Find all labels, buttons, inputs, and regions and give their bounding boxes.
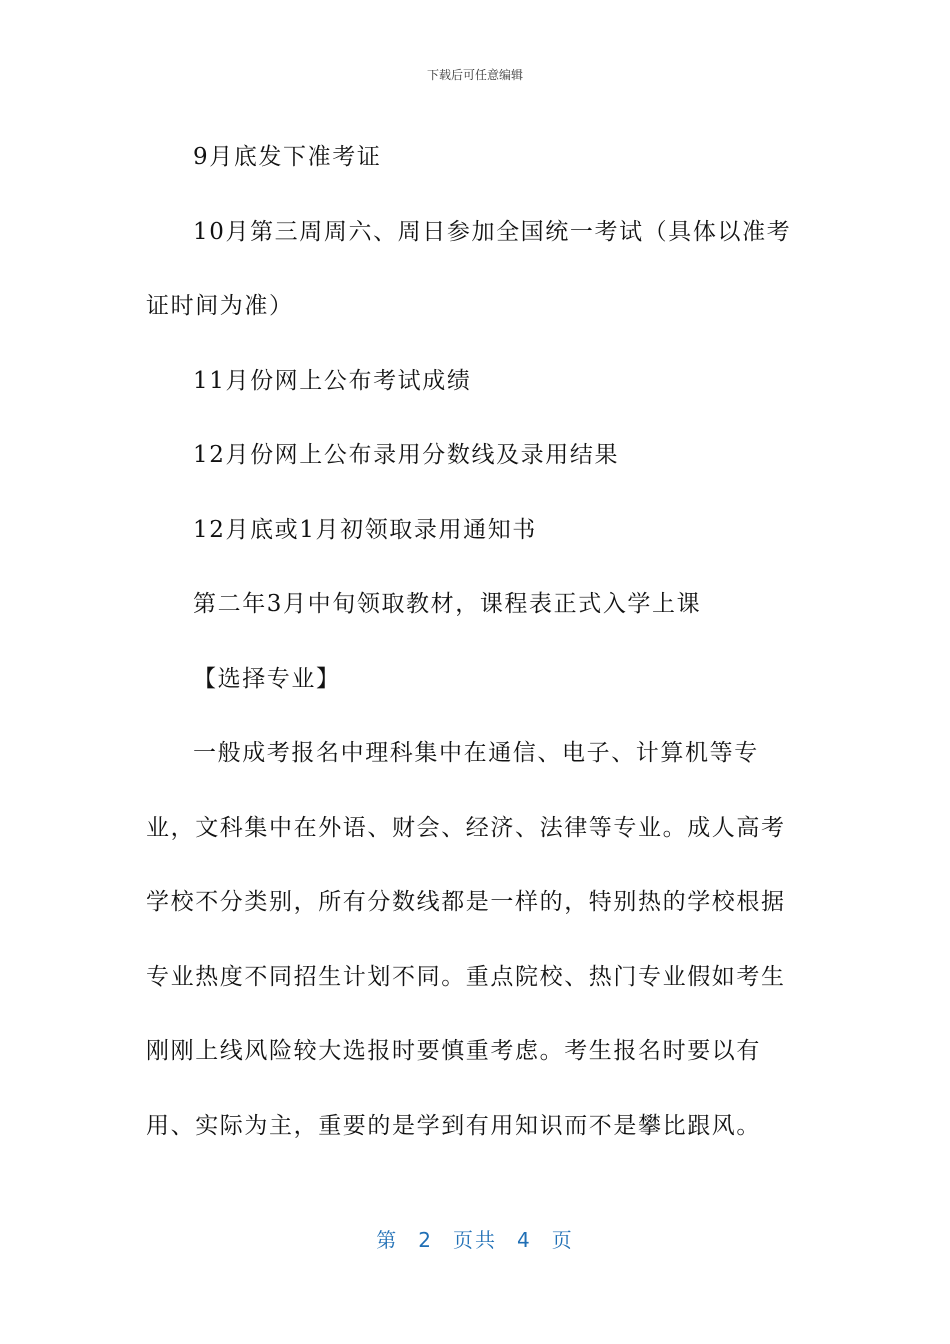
paragraph-admission-ticket: 9月底发下准考证: [193, 144, 382, 170]
paragraph-classes-begin: 第二年3月中旬领取教材，课程表正式入学上课: [193, 591, 702, 617]
paragraph-admission-notice: 12月底或1月初领取录用通知书: [193, 516, 537, 543]
paragraph-admission-cutoff: 12月份网上公布录用分数线及录用结果: [193, 442, 620, 468]
footer-prefix: 第: [376, 1228, 399, 1252]
total-pages-number: 4: [517, 1228, 532, 1252]
section-heading-choose-major: 【选择专业】: [193, 665, 341, 692]
paragraph-national-exam: 10月第三周周六、周日参加全国统一考试（具体以准考证时间为准）: [146, 218, 792, 319]
document-body: [146, 120, 806, 1163]
paragraph-major-advice: 一般成考报名中理科集中在通信、电子、计算机等专业，文科集中在外语、财会、经济、法律等专业。成人高考学校不分类别，所有分数线都是一样的，特别热的学校根据专业热度不同招生计划不同。重点院校、热门专业假如考生刚刚上线风险较大选报时要慎重考虑。考生报名时要以有用、实际为主，重要的是学到有用知识而不是攀比跟风。: [146, 740, 786, 1139]
footer-suffix: 页: [551, 1228, 574, 1252]
current-page-number: 2: [418, 1228, 433, 1252]
paragraph-exam-results: 11月份网上公布考试成绩: [193, 367, 472, 394]
page-footer: [0, 1224, 950, 1253]
footer-middle: 页共: [453, 1228, 497, 1252]
page-header: 下载后可任意编辑: [426, 68, 523, 82]
